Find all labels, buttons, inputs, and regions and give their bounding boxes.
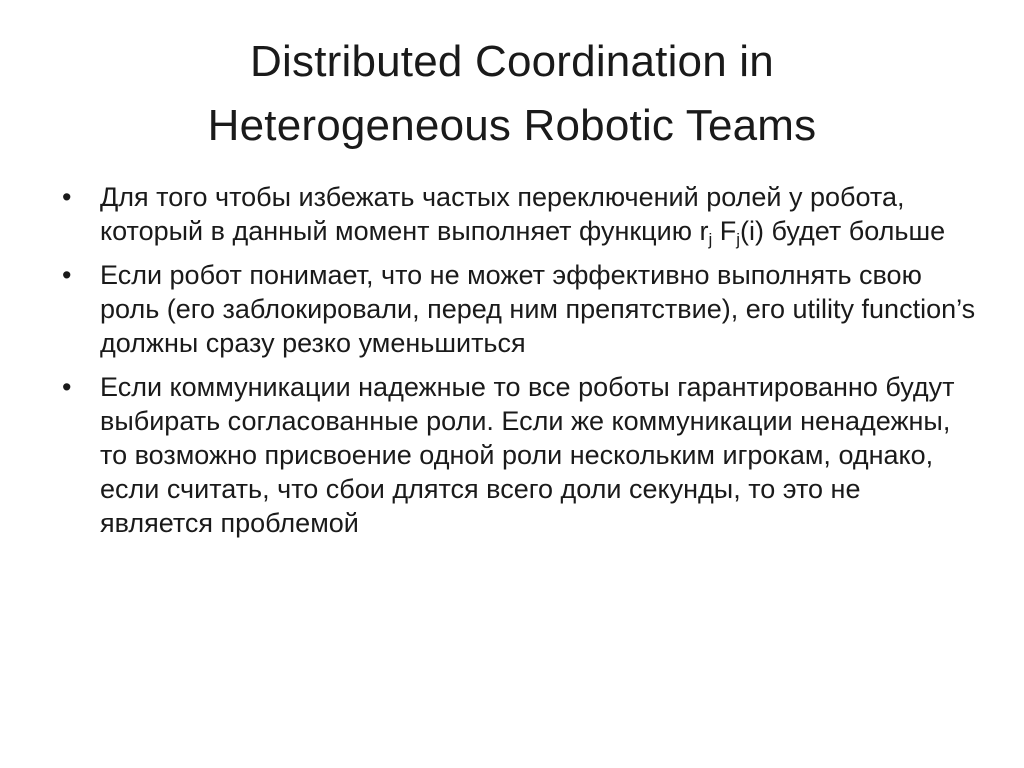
bullet-item-3 — [60, 370, 980, 540]
bullet-1-subscript-j2: j — [736, 230, 741, 249]
bullet-1-subscript-j1: j — [708, 230, 713, 249]
bullet-1-text-b: F — [712, 216, 737, 246]
bullet-text-2: Если робот понимает, что не может эффективно выполнять свою роль (его заблокировали, перед ним препятствие), его utility function’s должны сразу резко уменьшиться — [100, 260, 976, 358]
bullet-1-text-a: Для того чтобы избежать частых переключений ролей у робота, который в данный момент выполняет функцию r — [100, 182, 905, 246]
bullet-marker: • — [62, 260, 72, 290]
bullet-marker: • — [62, 372, 72, 402]
bullet-item-1 — [60, 180, 980, 248]
bullet-1-text-c: (i) будет больше — [740, 216, 946, 246]
bullet-text-3: Если коммуникации надежные то все роботы гарантированно будут выбирать согласованные роли. Если же коммуникации ненадежны, то возможно присвоение одной роли нескольким игрокам, однако, если считать, что сбои длятся всего доли секунды, то это не является проблемой — [100, 372, 955, 538]
bullet-list — [60, 180, 980, 550]
bullet-item-2 — [60, 258, 980, 360]
slide-title — [60, 30, 964, 158]
slide-title-line-1: Distributed Coordination in — [250, 37, 774, 86]
bullet-marker: • — [62, 182, 72, 212]
bullet-text-1 — [100, 180, 980, 248]
slide-title-line-2: Heterogeneous Robotic Teams — [207, 101, 817, 150]
